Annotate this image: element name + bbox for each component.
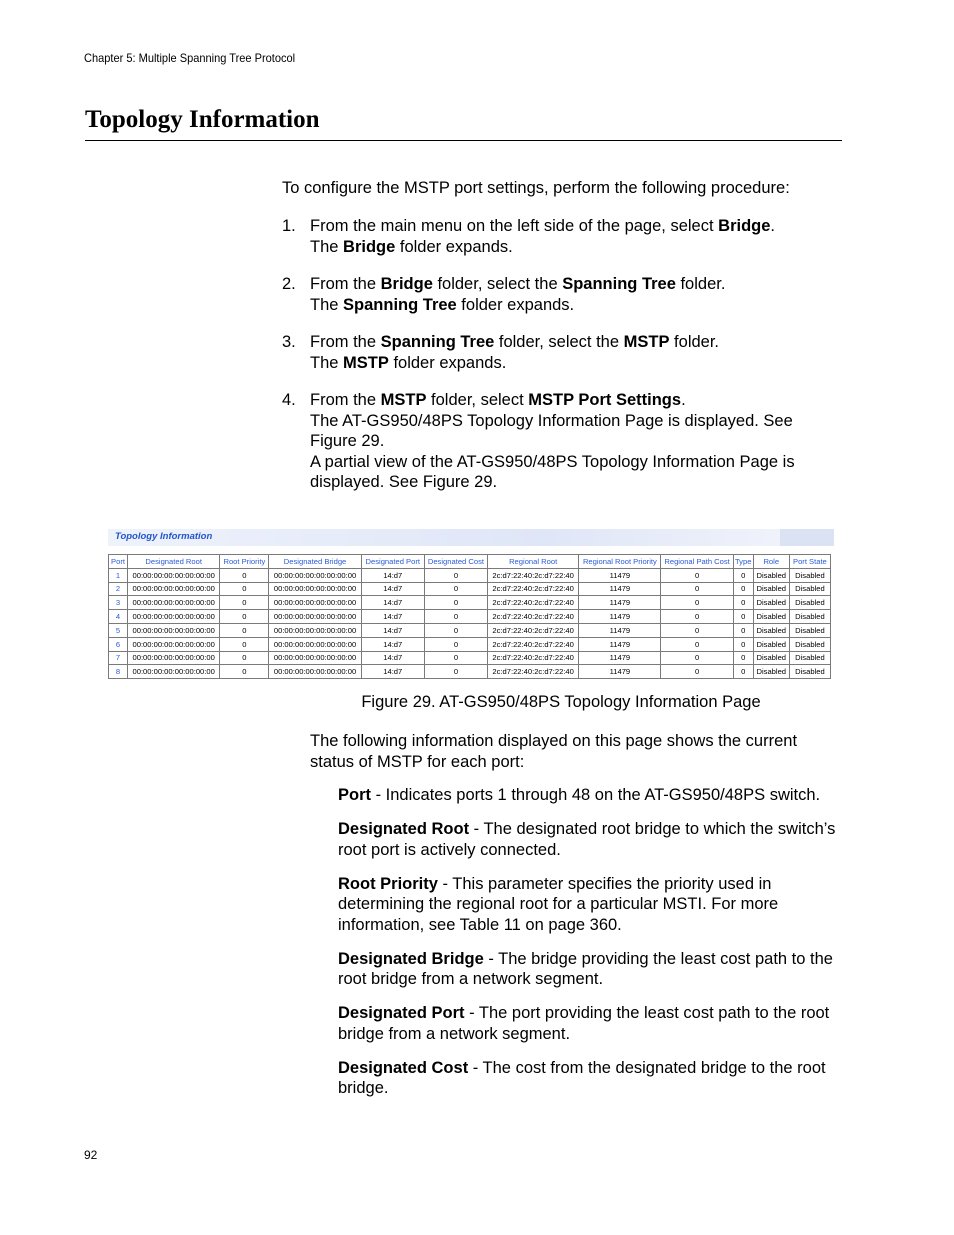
table-cell: 00:00:00:00:00:00:00:00	[269, 582, 361, 596]
table-cell: 14:d7	[361, 582, 424, 596]
table-cell: 00:00:00:00:00:00:00:00	[269, 651, 361, 665]
table-row	[109, 596, 831, 610]
table-cell: Disabled	[753, 651, 789, 665]
table-cell: 0	[733, 637, 753, 651]
column-header[interactable]: Role	[753, 555, 789, 569]
intro-text: To configure the MSTP port settings, perform the following procedure:	[282, 179, 790, 197]
table-cell: 0	[220, 582, 269, 596]
table-cell: 00:00:00:00:00:00:00:00	[128, 568, 220, 582]
table-cell: 0	[733, 568, 753, 582]
table-cell: 11479	[579, 651, 661, 665]
table-cell: 0	[661, 637, 733, 651]
definition-designated-root: Designated Root - The designated root bridge to which the switch’s root port is actively connected.	[338, 820, 836, 859]
table-cell: Disabled	[789, 568, 830, 582]
column-header[interactable]: Port	[109, 555, 128, 569]
step-3: 3. From the Spanning Tree folder, select the MSTP folder. The MSTP folder expands.	[282, 333, 720, 372]
description-paragraph: The following information displayed on this page shows the current status of MSTP for each port:	[310, 732, 798, 771]
table-row	[109, 582, 831, 596]
table-cell: 2c:d7:22:40:2c:d7:22:40	[488, 637, 579, 651]
step-1: 1. From the main menu on the left side of the page, select Bridge. The Bridge folder expands.	[282, 217, 776, 256]
definition-designated-cost: Designated Cost - The cost from the designated bridge to the root bridge.	[338, 1058, 826, 1097]
table-cell: Disabled	[753, 596, 789, 610]
table-cell: 2c:d7:22:40:2c:d7:22:40	[488, 596, 579, 610]
definition-designated-port: Designated Port - The port providing the least cost path to the root bridge from a network segment.	[338, 1004, 830, 1043]
table-cell: 00:00:00:00:00:00:00:00	[128, 596, 220, 610]
table-cell: 00:00:00:00:00:00:00:00	[269, 623, 361, 637]
port-link[interactable]: 6	[109, 637, 128, 651]
table-cell: 0	[220, 568, 269, 582]
table-cell: 2c:d7:22:40:2c:d7:22:40	[488, 568, 579, 582]
table-cell: 0	[661, 582, 733, 596]
table-cell: 2c:d7:22:40:2c:d7:22:40	[488, 623, 579, 637]
table-cell: 00:00:00:00:00:00:00:00	[128, 623, 220, 637]
table-header-row	[109, 555, 831, 569]
table-row	[109, 637, 831, 651]
chapter-header: Chapter 5: Multiple Spanning Tree Protocol	[84, 51, 296, 65]
table-cell: 0	[661, 651, 733, 665]
column-header[interactable]: Type	[733, 555, 753, 569]
step-4: 4. From the MSTP folder, select MSTP Port Settings. The AT-GS950/48PS Topology Information Page is displayed. See Figure 29. A partial view of the AT-GS950/48PS Topology Information Page is displayed. See Figure 29.	[282, 391, 795, 491]
table-cell: 0	[661, 623, 733, 637]
table-cell: 0	[220, 665, 269, 679]
table-cell: Disabled	[789, 637, 830, 651]
definition-designated-bridge: Designated Bridge - The bridge providing the least cost path to the root bridge from a network segment.	[338, 949, 833, 988]
port-link[interactable]: 4	[109, 610, 128, 624]
table-cell: 14:d7	[361, 665, 424, 679]
table-cell: Disabled	[789, 665, 830, 679]
column-header[interactable]: Regional Root	[488, 555, 579, 569]
port-link[interactable]: 2	[109, 582, 128, 596]
table-cell: 14:d7	[361, 610, 424, 624]
table-cell: 00:00:00:00:00:00:00:00	[269, 596, 361, 610]
table-cell: 0	[733, 665, 753, 679]
table-cell: 0	[733, 596, 753, 610]
table-cell: 0	[424, 568, 487, 582]
table-cell: 00:00:00:00:00:00:00:00	[128, 665, 220, 679]
table-cell: 00:00:00:00:00:00:00:00	[128, 582, 220, 596]
table-cell: Disabled	[753, 623, 789, 637]
table-cell: 11479	[579, 596, 661, 610]
table-cell: 00:00:00:00:00:00:00:00	[128, 651, 220, 665]
table-cell: 0	[424, 623, 487, 637]
table-row	[109, 665, 831, 679]
table-cell: 0	[424, 596, 487, 610]
port-link[interactable]: 5	[109, 623, 128, 637]
port-link[interactable]: 1	[109, 568, 128, 582]
table-cell: 0	[661, 596, 733, 610]
table-cell: 11479	[579, 582, 661, 596]
column-header[interactable]: Designated Port	[361, 555, 424, 569]
table-cell: Disabled	[789, 623, 830, 637]
table-cell: 11479	[579, 610, 661, 624]
table-cell: Disabled	[789, 610, 830, 624]
table-cell: 0	[661, 610, 733, 624]
table-cell: 14:d7	[361, 568, 424, 582]
port-link[interactable]: 3	[109, 596, 128, 610]
table-cell: 00:00:00:00:00:00:00:00	[269, 568, 361, 582]
column-header[interactable]: Designated Cost	[424, 555, 487, 569]
table-cell: 0	[220, 623, 269, 637]
definition-port: Port - Indicates ports 1 through 48 on the AT-GS950/48PS switch.	[338, 786, 821, 804]
table-cell: Disabled	[753, 582, 789, 596]
table-cell: 0	[424, 665, 487, 679]
definition-root-priority: Root Priority - This parameter specifies the priority used in determining the regional root for a particular MSTI. For more information, see Table 11 on page 360.	[338, 874, 779, 934]
table-cell: 00:00:00:00:00:00:00:00	[269, 637, 361, 651]
table-cell: 0	[220, 610, 269, 624]
figure-bar-title: Topology Information	[115, 531, 213, 542]
column-header[interactable]: Regional Path Cost	[661, 555, 733, 569]
section-title: Topology Information	[85, 106, 320, 133]
table-cell: 14:d7	[361, 623, 424, 637]
column-header[interactable]: Root Priority	[220, 555, 269, 569]
table-row	[109, 610, 831, 624]
table-cell: 2c:d7:22:40:2c:d7:22:40	[488, 582, 579, 596]
table-cell: Disabled	[789, 582, 830, 596]
table-cell: 0	[220, 637, 269, 651]
column-header[interactable]: Designated Root	[128, 555, 220, 569]
table-cell: 11479	[579, 623, 661, 637]
table-body	[109, 568, 831, 678]
table-cell: 0	[661, 568, 733, 582]
table-cell: 11479	[579, 568, 661, 582]
topology-screenshot	[108, 529, 834, 679]
table-cell: 14:d7	[361, 651, 424, 665]
figure-caption: Figure 29. AT-GS950/48PS Topology Information Page	[361, 693, 761, 711]
table-cell: Disabled	[753, 568, 789, 582]
table-cell: 00:00:00:00:00:00:00:00	[128, 610, 220, 624]
table-cell: 00:00:00:00:00:00:00:00	[269, 610, 361, 624]
table-cell: Disabled	[753, 665, 789, 679]
table-cell: 0	[733, 623, 753, 637]
bar-corner	[780, 529, 834, 546]
table-cell: 00:00:00:00:00:00:00:00	[128, 637, 220, 651]
table-cell: 0	[424, 637, 487, 651]
port-link[interactable]: 8	[109, 665, 128, 679]
table-cell: Disabled	[789, 596, 830, 610]
table-cell: 11479	[579, 665, 661, 679]
table-cell: 0	[733, 610, 753, 624]
figure-title-bar	[108, 529, 834, 546]
table-row	[109, 568, 831, 582]
table-cell: 2c:d7:22:40:2c:d7:22:40	[488, 651, 579, 665]
title-rule	[85, 140, 842, 141]
page-number: 92	[84, 1148, 98, 1162]
table-cell: 0	[424, 651, 487, 665]
procedure-steps	[282, 216, 842, 510]
table-cell: Disabled	[753, 637, 789, 651]
table-cell: 0	[424, 582, 487, 596]
table-cell: 0	[733, 651, 753, 665]
column-header[interactable]: Designated Bridge	[269, 555, 361, 569]
table-cell: 0	[220, 596, 269, 610]
port-link[interactable]: 7	[109, 651, 128, 665]
field-definitions	[338, 785, 843, 1112]
table-cell: Disabled	[753, 610, 789, 624]
table-cell: 0	[424, 610, 487, 624]
table-cell: 11479	[579, 637, 661, 651]
table-row	[109, 623, 831, 637]
table-cell: 0	[733, 582, 753, 596]
table-cell: 14:d7	[361, 637, 424, 651]
table-cell: 0	[220, 651, 269, 665]
step-2: 2. From the Bridge folder, select the Spanning Tree folder. The Spanning Tree folder expands.	[282, 275, 726, 314]
column-header[interactable]: Port State	[789, 555, 830, 569]
table-cell: 2c:d7:22:40:2c:d7:22:40	[488, 610, 579, 624]
table-cell: 14:d7	[361, 596, 424, 610]
table-cell: 2c:d7:22:40:2c:d7:22:40	[488, 665, 579, 679]
table-row	[109, 651, 831, 665]
column-header[interactable]: Regional Root Priority	[579, 555, 661, 569]
topology-table	[108, 554, 831, 679]
table-cell: Disabled	[789, 651, 830, 665]
table-cell: 00:00:00:00:00:00:00:00	[269, 665, 361, 679]
table-cell: 0	[661, 665, 733, 679]
